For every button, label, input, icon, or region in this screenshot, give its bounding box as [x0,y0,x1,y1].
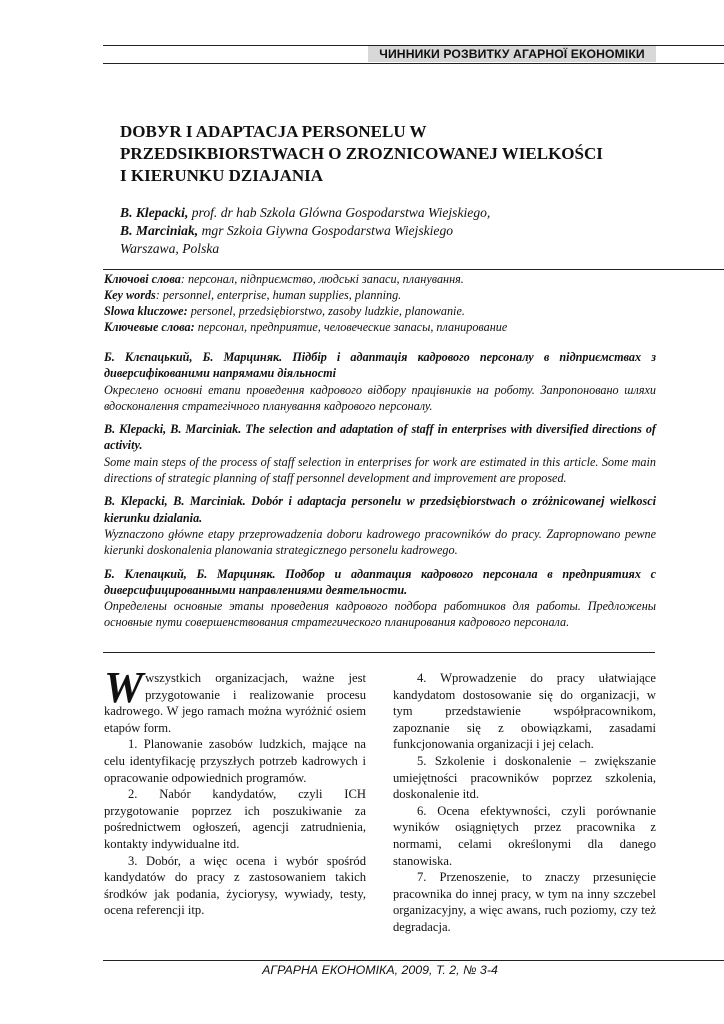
abstract-ua-heading: Б. Клєпацький, Б. Марциняк. Підбір і адаптація кадрового персоналу в підприємствах з диверсифікованими напрямами діяльності [104,350,656,381]
abstract-ru-body: Определены основные этапы проведения кадрового подбора работников для работы. Предложены основные пути совершенствования стратегического планирования кадрового персонала. [104,599,656,630]
body-paragraph: 6. Ocena efektywności, czyli porównanie wyników osiągniętych przez pracownika z normami, celami określonymi dla danego stanowiska. [393,803,656,868]
author-2-name: B. Marciniak, [120,223,199,238]
body-paragraph [104,663,366,736]
footer-rule [103,960,724,961]
abstract-pl-body: Wyznaczono główne etapy przeprowadzenia doboru kadrowego pracowników do pracy. Zapropnowano pewne kierunki doskonalenia planowania strategicznego personelu kadrowego. [104,526,656,558]
body-paragraph: 3. Dobór, a więc ocena i wybór spośród kandydatów do pracy z zastosowaniem takich środków jak podania, życiorysy, wywiady, testy, ocena referencji itp. [104,853,366,918]
keywords-ua-text: : персонал, підприємство, людські запаси, планування. [180,272,464,286]
dropcap-letter: W [104,663,144,712]
body-column-right [393,670,656,936]
keywords-pl [104,303,656,319]
title-line-2: PRZEDSIKBIORSTWACH O ZROZNICOWANEJ WIELKOŚCI [120,144,603,163]
header-rule-bottom [103,63,724,64]
abstract-en [104,421,656,486]
abstract-ru [104,566,656,631]
keywords-en-text: : personnel, enterprise, human supplies, planning. [155,288,402,302]
keywords-pl-text: personel, przedsiębiorstwo, zasoby ludzkie, planowanie. [187,304,465,318]
author-1-affiliation: prof. dr hab Szkola Glówna Gospodarstwa Wiejskiego, [188,205,491,220]
abstract-ua-body: Окреслено основні етапи проведення кадрового відбору працівників на роботу. Запропоновано шляхи вдосконалення стратегічного планування кадрового персоналу. [104,382,656,413]
author-1 [120,204,640,222]
title-line-3: I KIERUNKU DZIAJANIA [120,166,324,185]
footer-citation: АГРАРНА ЕКОНОМІКА, 2009, Т. 2, № 3-4 [262,963,498,977]
body-paragraph: 4. Wprowadzenie do pracy ułatwiające kandydatom dostosowanie się do organizacji, w tym przedstawienie współpracownikom, zapoznanie się z obowiązkami, zasadami funkcjonowania organizacji i jej celach. [393,671,656,752]
keywords-ua [104,271,656,287]
intro-text: wszystkich organizacjach, ważne jest przygotowanie i realizowanie procesu kadrowego. W jego ramach można wyróżnić osiem etapów form. [104,671,366,735]
author-2 [120,222,640,240]
keywords-block [104,271,656,335]
author-location: Warszawa, Polska [120,241,220,256]
author-2-affiliation: mgr Szkoia Giywna Gospodarstwa Wiejskiego [198,223,454,238]
keywords-rule-top [103,269,724,270]
article-title [120,121,680,187]
journal-running-title: ЧИННИКИ РОЗВИТКУ АГАРНОЇ ЕКОНОМІКИ [368,46,656,62]
abstracts-rule-bottom [103,652,655,653]
keywords-en-label: Key words [104,288,156,302]
body-paragraph: 5. Szkolenie i doskonalenie – zwiększanie umiejętności pracowników poprzez szkolenia, doskonalenie itd. [393,753,656,802]
authors-block [120,204,640,258]
body-column-left [104,663,366,919]
keywords-ru [104,319,656,335]
body-paragraph: 7. Przenoszenie, to znaczy przesunięcie pracownika do innej pracy, w tym na inny szczebel organizacyjny, a więc awans, ruch poziomy, czy też degradacja. [393,870,656,934]
abstract-ru-heading: Б. Клепацкий, Б. Марциняк. Подбор и адаптация кадрового персонала в предприятиях с диверсифицированными направлениями деятельности. [104,566,656,597]
keywords-ru-label: Ключевые слова: [104,320,195,334]
abstract-pl [104,493,656,558]
abstract-ua [104,349,656,414]
abstracts-block [104,349,656,638]
abstract-en-heading: B. Klepacki, B. Marciniak. The selection and adaptation of staff in enterprises with diversified directions of activity. [104,422,656,453]
keywords-ua-label: Ключові слова [104,272,181,286]
keywords-ru-text: персонал, предприятие, человеческие запасы, планирование [194,320,508,334]
keywords-pl-label: Slowa kluczowe: [104,304,188,318]
keywords-en [104,287,656,303]
author-1-name: B. Klepacki, [120,205,189,220]
abstract-pl-heading: B. Klepacki, B. Marciniak. Dobór i adaptacja personelu w przedsiębiorstwach o zróżnicowanej wielkosci kierunku dzialania. [104,494,656,525]
body-paragraph: 2. Nabór kandydatów, czyli ICH przygotowanie poprzez ich poszukiwanie za pośrednictwem ogłoszeń, agencji zatrudnienia, kontakty indywidualne itd. [104,787,366,851]
abstract-en-body: Some main steps of the process of staff selection in enterprises for work are estimated in this article. Some main directions of strategic planning of staff personnel development and improvement are proposed. [104,454,656,486]
title-line-1: DOBУR I ADAPTACJA PERSONELU W [120,122,427,141]
body-paragraph: 1. Planowanie zasobów ludzkich, mające na celu identyfikację przyszłych potrzeb kadrowych i opracowanie odpowiednich programów. [104,737,366,785]
